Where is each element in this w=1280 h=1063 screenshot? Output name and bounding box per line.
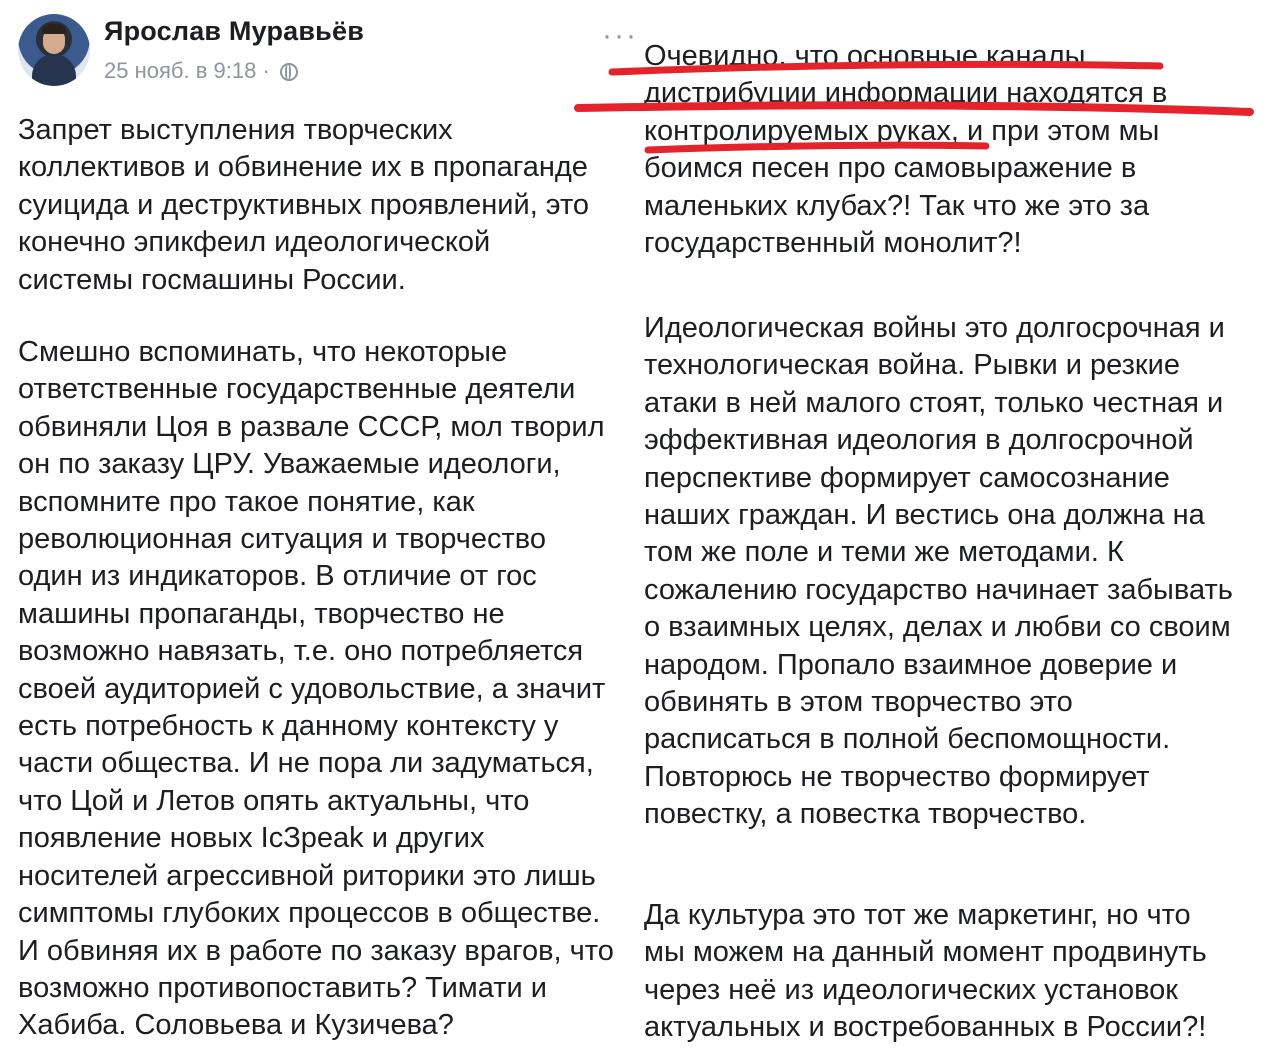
avatar[interactable]: [18, 14, 90, 86]
avatar-hair: [42, 24, 66, 34]
text-line: носителей агрессивной риторики это лишь: [18, 859, 596, 892]
text-line: атаки в ней малого стоят, только честная и: [644, 386, 1224, 419]
text-line: что Цой и Летов опять актуальны, что: [18, 784, 530, 817]
meta-separator: ·: [262, 58, 270, 83]
text-line: Очевидно, что основные каналы: [644, 40, 1086, 72]
text-line: наших граждан. И вестись она должна на: [644, 499, 1205, 532]
text-line: актуальных и востребованных в России?!: [644, 1011, 1207, 1044]
highlighted-paragraph: [644, 38, 1167, 262]
text-line: дистрибуции информации находятся в: [644, 77, 1168, 110]
author-name[interactable]: Ярослав Муравьёв: [104, 16, 364, 46]
text-line: Идеологическая войны это долгосрочная и: [644, 312, 1225, 344]
text-line: революционная ситуация и творчество: [18, 523, 547, 556]
text-line: коллективов и обвинение их в пропаганде: [18, 151, 588, 184]
text-line: части общества. И не пора ли задуматься,: [18, 747, 594, 780]
text-line: контролируемых руках, и при этом мы: [644, 114, 1160, 147]
text-line: через неё из идеологических установок: [644, 973, 1178, 1006]
text-line: о взаимных целях, делах и любви со своим: [644, 611, 1231, 644]
post-header: [18, 14, 638, 94]
text-line: том же поле и теми же методами. К: [644, 536, 1124, 569]
text-line: Да культура это тот же маркетинг, но что: [644, 899, 1191, 931]
text-line: обвинять в этом творчество это: [644, 686, 1073, 719]
text-line: он по заказу ЦРУ. Уважаемые идеологи,: [18, 448, 561, 481]
text-line: Хабиба. Соловьева и Кузичева?: [18, 1009, 454, 1042]
text-line: ответственные государственные деятели: [18, 373, 576, 406]
text-line: народом. Пропало взаимное доверие и: [644, 648, 1178, 681]
text-line: маленьких клубах?! Так что же это за: [644, 189, 1150, 222]
text-line: машины пропаганды, творчество не: [18, 597, 505, 630]
text-line: есть потребность к данному контексту у: [18, 710, 559, 743]
text-line: вспомните про такое понятие, как: [18, 485, 475, 518]
more-options-icon[interactable]: ···: [600, 24, 640, 48]
post-paragraph: [18, 112, 589, 299]
text-line: государственный монолит?!: [644, 227, 1022, 260]
text-line: повестку, а повестка творчество.: [644, 798, 1087, 831]
text-line: обвиняли Цоя в развале СССР, мол творил: [18, 410, 605, 443]
text-line: системы госмашины России.: [18, 263, 406, 296]
text-line: симптомы глубоких процессов в обществе.: [18, 897, 601, 930]
text-line: эффективная идеология в долгосрочной: [644, 424, 1194, 457]
text-line: Запрет выступления творческих: [18, 114, 453, 146]
text-line: И обвиняя их в работе по заказу врагов, что: [18, 934, 614, 967]
text-line: Смешно вспоминать, что некоторые: [18, 336, 508, 368]
avatar-suit: [32, 54, 76, 86]
text-line: боимся песен про самовыражение в: [644, 152, 1137, 185]
text-line: возможно навязать, т.е. оно потребляется: [18, 635, 584, 668]
text-line: сожалению государство начинает забывать: [644, 573, 1233, 606]
text-line: появление новых IcЗpeak и других: [18, 822, 485, 855]
post-paragraph: [18, 334, 614, 1045]
text-line: один из индикаторов. В отличие от гос: [18, 560, 537, 593]
post-right-column: [630, 0, 1280, 1063]
post-left-column: [0, 0, 638, 1063]
text-line: технологическая война. Рывки и резкие: [644, 349, 1180, 382]
post-paragraph: [644, 310, 1233, 834]
post-paragraph: [644, 897, 1207, 1047]
post-timestamp[interactable]: 25 нояб. в 9:18: [104, 58, 257, 83]
post-meta: [104, 58, 298, 84]
text-line: мы можем на данный момент продвинуть: [644, 936, 1207, 969]
text-line: Повторюсь не творчество формирует: [644, 760, 1150, 793]
text-line: своей аудиторией с удовольствие, а значит: [18, 672, 606, 705]
text-line: суицида и деструктивных проявлений, это: [18, 188, 590, 221]
text-line: конечно эпикфеил идеологической: [18, 226, 491, 259]
text-line: возможно противопоставить? Тимати и: [18, 971, 547, 1004]
text-line: перспективе формирует самосознание: [644, 461, 1170, 494]
globe-icon[interactable]: [280, 63, 298, 81]
text-line: расписаться в полной беспомощности.: [644, 723, 1171, 756]
